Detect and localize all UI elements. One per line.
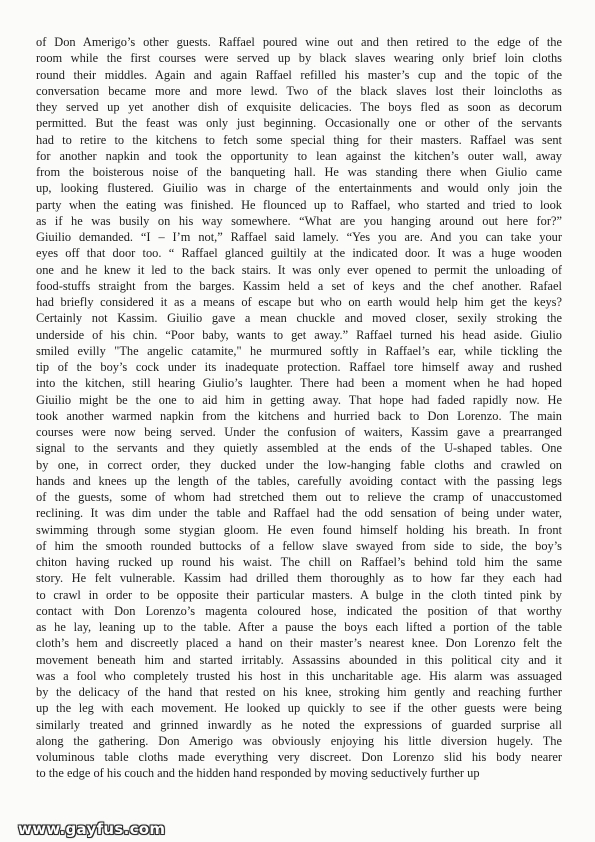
text-line: up, looking flustered. Giuilio was in charge of the entertainments and would only join the (36, 181, 562, 196)
text-line: for another napkin and took the opportunity to lean against the kitchen’s outer wall, away (36, 148, 562, 163)
text-line: room while the first courses were served up by black slaves wearing only brief loin cloths (36, 51, 562, 66)
text-line: along the gathering. Don Amerigo was obviously enjoying his little diversion hugely. The (36, 733, 562, 748)
text-line: reclining. It was dim under the table and Raffael had the odd sensation of being under water, (36, 506, 562, 521)
text-line: similarly treated and grinned inwardly as he noted the expressions of guarded surprise all (36, 717, 562, 732)
text-line: eyes off that door too. “ Raffael glanced guiltily at the indicated door. It was a huge wooden (36, 246, 562, 261)
text-line: had to retire to the kitchens to fetch some special thing for their masters. Raffael was sent (36, 132, 562, 147)
text-line: was a fool who completely trusted his host in this uncharitable age. His alarm was assuaged (36, 668, 562, 683)
text-line: voluminous table cloths made everything very discreet. Don Lorenzo slid his body nearer (36, 750, 562, 764)
text-line: tip of the boy’s cock under its inadequate protection. Raffael tore himself away and rushed (36, 360, 562, 374)
text-line: cloth’s hem and discreetly placed a hand on their master’s nearest knee. Don Lorenzo felt the (36, 636, 562, 651)
text-line: party when the eating was finished. He flounced up to Raffael, who started and tried to look (36, 197, 562, 212)
text-line: contact with Don Lorenzo’s magenta coloured hose, indicated the position of that worthy (36, 603, 562, 618)
text-line: hands and knees up the length of the tables, carefully avoiding contact with the passing legs (36, 473, 562, 488)
text-line: by one, in correct order, they ducked under the low-hanging fable cloths and crawled on (36, 457, 562, 472)
text-line: of the guests, some of whom had stretched them out to relieve the cramp of unaccustomed (36, 490, 562, 504)
text-line: to the edge of his couch and the hidden hand responded by moving seductively further up (36, 766, 480, 781)
text-line: Giuilio might be the one to aid him in getting away. That hope had faded rapidly now. He (36, 392, 562, 407)
text-line: of Don Amerigo’s other guests. Raffael poured wine out and then retired to the edge of the (36, 35, 562, 49)
text-line: into the kitchen, still hearing Giulio’s laughter. There had been a moment when he had hoped (36, 376, 562, 391)
text-line: round their middles. Again and again Raffael refilled his master’s cup and the topic of the (36, 67, 562, 82)
text-line: courses were now being served. Under the confusion of waiters, Kassim gave a prearranged (36, 425, 562, 439)
text-line: of him the smooth rounded buttocks of a fellow slave swayed from side to side, the boy’s (36, 538, 562, 553)
text-line: underside of his chin. “Poor baby, wants to get away.” Raffael turned his head aside. Giulio (36, 327, 562, 342)
text-line: to crawl in order to be opposite their particular masters. A bulge in the cloth tinted pink by (36, 587, 562, 602)
text-line: Giuilio demanded. “I – I’m not,” Raffael said lamely. “Yes you are. And you can take your (36, 230, 562, 244)
text-line: permitted. But the feast was only just beginning. Occasionally one or other of the servants (36, 116, 562, 131)
text-line: smiled evilly "The angelic catamite," he murmured softly in Raffael’s ear, while tickling the (36, 343, 562, 358)
text-line: they served up yet another dish of exquisite delicacies. The boys fled as soon as decorum (36, 100, 562, 114)
text-line: chiton having rucked up round his waist. The chill on Raffael’s behind told him the same (36, 555, 562, 569)
text-line: by the delicacy of the hand that rested on his knee, stroking him gently and reaching further (36, 685, 562, 699)
text-line: as he lay, leaning up to the table. After a pause the boys each lifted a portion of the table (36, 620, 562, 634)
text-line: story. He felt vulnerable. Kassim had drilled them thoroughly as to how far they each had (36, 571, 562, 586)
text-line: signal to the servants and they quietly assembled at the ends of the U-shaped tables. One (36, 441, 562, 456)
body-text (36, 34, 562, 782)
text-line: as if he was busily on his way somewhere. “What are you hanging around out here for?” (36, 213, 562, 228)
text-line: took another warmed napkin from the kitchens and hurried back to Don Lorenzo. The main (36, 408, 562, 423)
watermark: www.gayfus.com (18, 820, 166, 838)
text-line: from the boisterous noise of the banqueting hall. He was standing there when Giulio came (36, 165, 562, 179)
text-line: Certainly not Kassim. Giuilio gave a mean chuckle and moved closer, sexily stroking the (36, 311, 562, 326)
text-line: up the leg with each movement. He looked up quickly to see if the other guests were being (36, 701, 562, 716)
text-line: conversation became more and more lewd. Two of the black slaves lost their loincloths as (36, 83, 562, 98)
text-line: movement beneath him and started irritably. Assassins abounded in this political city and it (36, 652, 562, 667)
text-line: food-stuffs straight from the barges. Kassim held a set of keys and the chef another. Rafael (36, 278, 562, 293)
text-line: had briefly considered it as a means of escape but who on earth would help him get the keys? (36, 295, 562, 309)
text-line: one and he knew it led to the back stairs. It was only ever opened to permit the unloading of (36, 262, 562, 277)
text-line: swimming through some stygian gloom. He even found himself holding his breath. In front (36, 522, 562, 537)
